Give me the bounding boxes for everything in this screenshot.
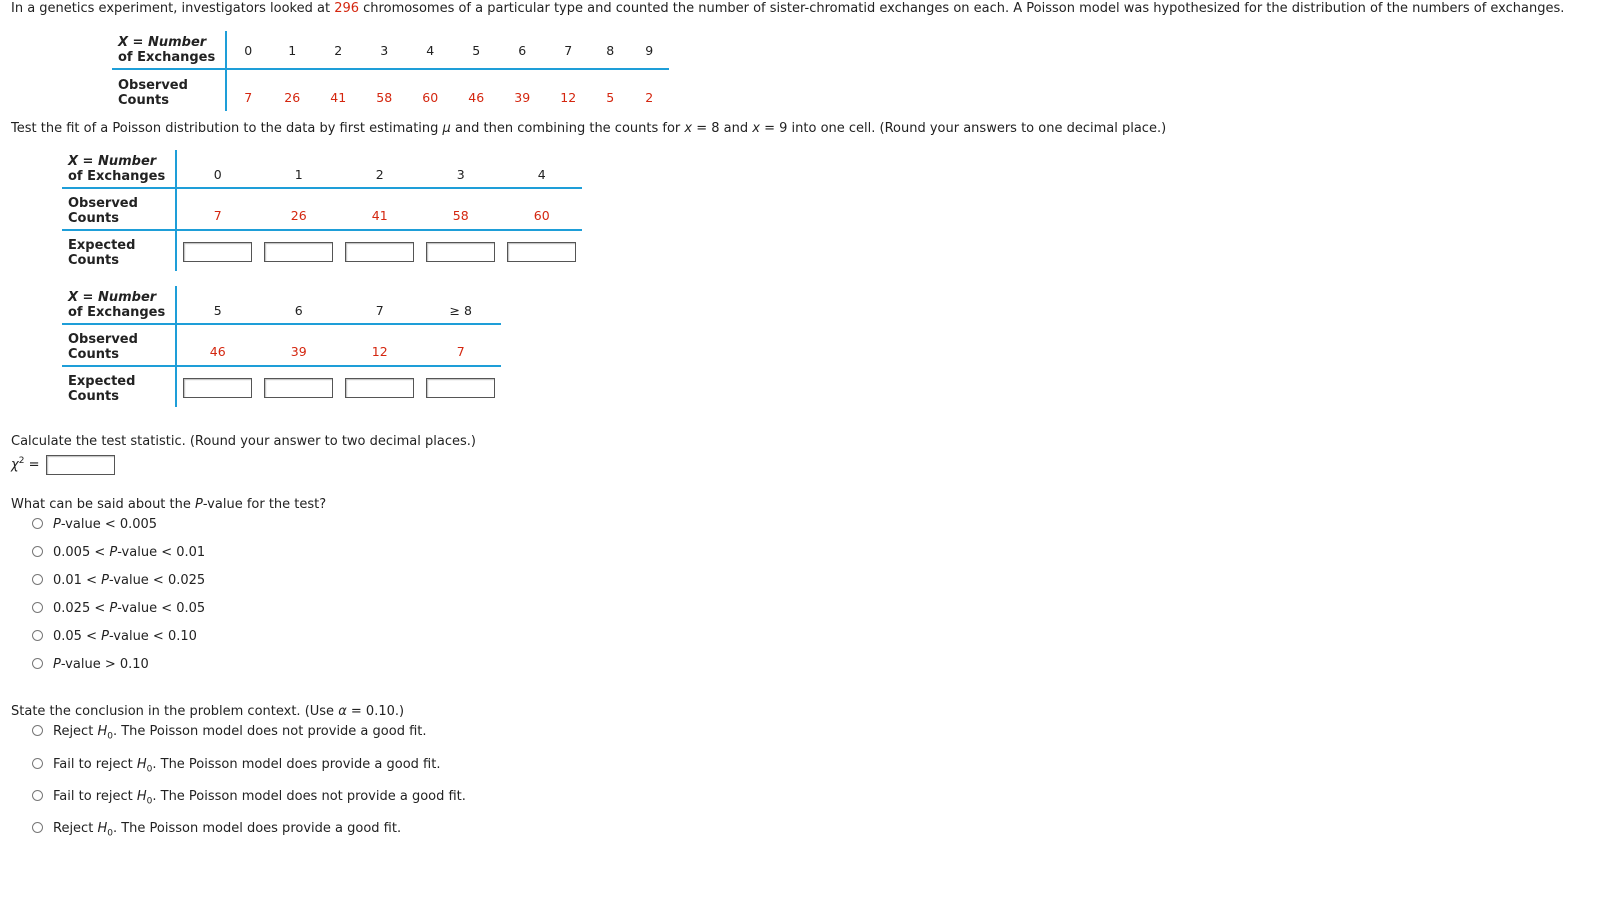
x-header: X = Number of Exchanges: [112, 31, 226, 69]
problem-intro: [11, 1, 1564, 16]
conclusion-question: State the conclusion in the problem context. (Use α = 0.10.): [11, 704, 405, 719]
observed-cell: 58: [420, 188, 501, 230]
radio-button[interactable]: [32, 790, 43, 801]
mu-symbol: μ: [442, 121, 451, 136]
x-value-cell: 4: [501, 150, 582, 188]
observed-cell: 58: [376, 90, 393, 105]
pvalue-option-6[interactable]: P-value > 0.10: [32, 657, 149, 672]
observed-cell: 5: [606, 90, 615, 105]
test-statistic-question: Calculate the test statistic. (Round your answer to two decimal places.): [11, 434, 476, 449]
radio-button[interactable]: [32, 758, 43, 769]
conclusion-option-2[interactable]: Fail to reject $H_0$. The Poisson model does provide a good fit.: [32, 757, 440, 775]
expected-count-input[interactable]: [345, 242, 414, 262]
pvalue-option-3[interactable]: 0.01 < P-value < 0.025: [32, 573, 205, 588]
x-value-cell: 5: [453, 31, 499, 69]
observed-cell: 39: [258, 324, 339, 366]
observed-cell: 46: [468, 90, 485, 105]
observed-cell: 12: [560, 90, 577, 105]
expected-count-input[interactable]: [183, 378, 252, 398]
radio-button[interactable]: [32, 630, 43, 641]
pvalue-option-1[interactable]: P-value < 0.005: [32, 517, 157, 532]
x-value-cell: 2: [315, 31, 361, 69]
expected-count-input[interactable]: [426, 378, 495, 398]
expected-count-input[interactable]: [264, 378, 333, 398]
conclusion-option-1[interactable]: Reject $H_0$. The Poisson model does not provide a good fit.: [32, 724, 427, 742]
observed-cell: 7: [244, 90, 253, 105]
pvalue-question: What can be said about the P-value for the test?: [11, 497, 327, 512]
instruction-text: Test the fit of a Poisson distribution to the data by first estimating μ and then combining the counts for x = 8 and x = 9 into one cell. (Round your answers to one decimal place.): [11, 121, 1167, 136]
radio-button[interactable]: [32, 658, 43, 669]
pvalue-option-4[interactable]: 0.025 < P-value < 0.05: [32, 601, 205, 616]
observed-cell: 46: [176, 324, 258, 366]
expected-table-b: [62, 286, 501, 407]
x-value-cell: 3: [361, 31, 407, 69]
expected-count-input[interactable]: [507, 242, 576, 262]
expected-count-input[interactable]: [345, 378, 414, 398]
expected-count-input[interactable]: [264, 242, 333, 262]
x-value-cell: 1: [258, 150, 339, 188]
radio-button[interactable]: [32, 602, 43, 613]
x-header: X = Number of Exchanges: [62, 150, 176, 188]
x-value-cell: 1: [269, 31, 315, 69]
observed-header: Observed Counts: [62, 188, 176, 230]
intro-text-rest: chromosomes of a particular type and counted the number of sister-chromatid exchanges on each. A Poisson model was hypothesized for the distribution of the numbers of exchanges.: [359, 1, 1565, 16]
expected-header: Expected Counts: [62, 366, 176, 407]
observed-header: Observed Counts: [112, 69, 226, 111]
x-value-cell: 6: [258, 286, 339, 324]
observed-header: Observed Counts: [62, 324, 176, 366]
observed-cell: 26: [258, 188, 339, 230]
conclusion-option-3[interactable]: Fail to reject $H_0$. The Poisson model does not provide a good fit.: [32, 789, 466, 807]
conclusion-option-4[interactable]: Reject $H_0$. The Poisson model does provide a good fit.: [32, 821, 401, 839]
x-value-cell: 3: [420, 150, 501, 188]
x-value-cell: 2: [339, 150, 420, 188]
radio-button[interactable]: [32, 725, 43, 736]
chi-symbol: χ: [11, 457, 19, 473]
x-header: X = Number of Exchanges: [62, 286, 176, 324]
radio-button[interactable]: [32, 518, 43, 529]
x-value-cell: 0: [176, 150, 258, 188]
expected-header: Expected Counts: [62, 230, 176, 271]
given-data-table: [112, 31, 669, 111]
observed-cell: 41: [339, 188, 420, 230]
x-value-cell: 7: [545, 31, 591, 69]
observed-cell: 41: [330, 90, 347, 105]
observed-cell: 7: [420, 324, 501, 366]
x-value-cell: ≥ 8: [420, 286, 501, 324]
radio-button[interactable]: [32, 822, 43, 833]
x-value-cell: 6: [499, 31, 545, 69]
x-value-cell: 8: [591, 31, 629, 69]
pvalue-option-5[interactable]: 0.05 < P-value < 0.10: [32, 629, 197, 644]
radio-button[interactable]: [32, 546, 43, 557]
chromosome-count: 296: [334, 1, 360, 16]
chi-square-input[interactable]: [46, 455, 115, 475]
expected-table-a: [62, 150, 582, 271]
observed-cell: 60: [422, 90, 439, 105]
x-value-cell: 5: [176, 286, 258, 324]
observed-cell: 26: [284, 90, 301, 105]
x-value-cell: 0: [226, 31, 269, 69]
observed-cell: 60: [501, 188, 582, 230]
chi-square-row: $\chi^2$ =: [11, 455, 115, 475]
radio-button[interactable]: [32, 574, 43, 585]
observed-cell: 7: [176, 188, 258, 230]
x-value-cell: 9: [629, 31, 669, 69]
observed-cell: 12: [339, 324, 420, 366]
observed-cell: 2: [645, 90, 654, 105]
expected-count-input[interactable]: [183, 242, 252, 262]
expected-count-input[interactable]: [426, 242, 495, 262]
pvalue-option-2[interactable]: 0.005 < P-value < 0.01: [32, 545, 205, 560]
x-value-cell: 4: [407, 31, 453, 69]
x-value-cell: 7: [339, 286, 420, 324]
intro-text: In a genetics experiment, investigators looked at: [11, 1, 335, 16]
observed-cell: 39: [514, 90, 531, 105]
